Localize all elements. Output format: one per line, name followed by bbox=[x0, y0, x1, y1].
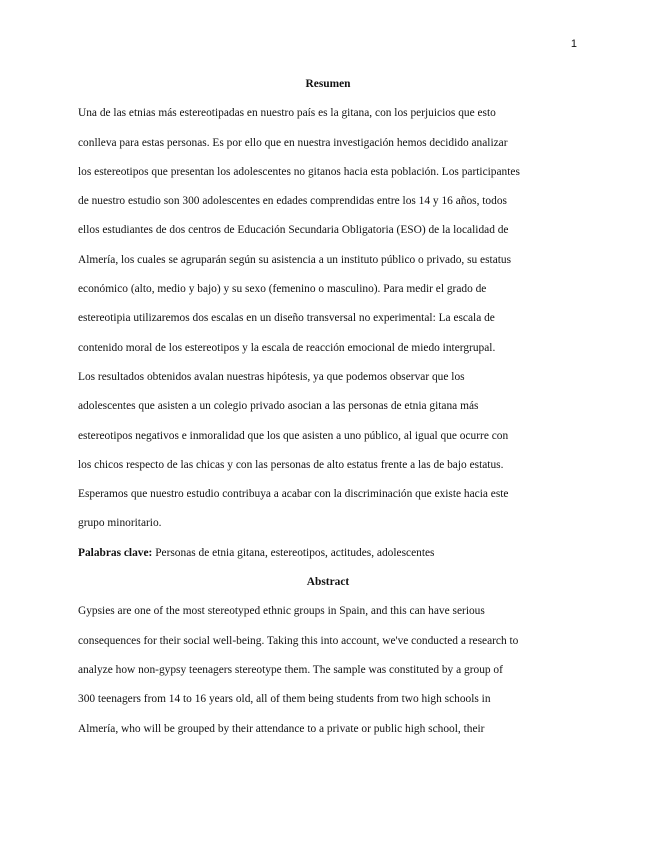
text-line: los estereotipos que presentan los adolescentes no gitanos hacia esta población. Los participantes bbox=[78, 165, 520, 178]
page-number: 1 bbox=[570, 38, 577, 50]
text-line: Gypsies are one of the most stereotyped ethnic groups in Spain, and this can have serious bbox=[78, 605, 485, 618]
text-line: contenido moral de los estereotipos y la escala de reacción emocional de miedo intergrupal. bbox=[78, 341, 496, 354]
text-line: 300 teenagers from 14 to 16 years old, all of them being students from two high schools in bbox=[78, 693, 491, 706]
text-line: Almería, los cuales se agruparán según su asistencia a un instituto público o privado, su estatus bbox=[78, 253, 512, 266]
text-line: conlleva para estas personas. Es por ello que en nuestra investigación hemos decidido analizar bbox=[78, 136, 508, 149]
text-line: consequences for their social well-being. Taking this into account, we've conducted a research to bbox=[78, 634, 519, 647]
text-line: de nuestro estudio son 300 adolescentes en edades comprendidas entre los 14 y 16 años, todos bbox=[78, 195, 507, 208]
text-line: Almería, who will be grouped by their attendance to a private or public high school, their bbox=[78, 722, 485, 735]
resumen-heading: Resumen bbox=[305, 78, 351, 90]
keywords-line bbox=[78, 543, 578, 572]
text-line: estereotipia utilizaremos dos escalas en un diseño transversal no experimental: La escala de bbox=[78, 312, 495, 325]
text-line: ellos estudiantes de dos centros de Educación Secundaria Obligatoria (ESO) de la localidad de bbox=[78, 224, 509, 237]
text-line: Esperamos que nuestro estudio contribuya a acabar con la discriminación que existe hacia este bbox=[78, 488, 509, 501]
keywords-text: Personas de etnia gitana, estereotipos, actitudes, adolescentes bbox=[152, 546, 435, 559]
text-line: estereotipos negativos e inmoralidad que los que asisten a uno público, al igual que ocurre con bbox=[78, 429, 509, 442]
resumen-paragraph bbox=[78, 103, 578, 542]
text-line: económico (alto, medio y bajo) y su sexo (femenino o masculino). Para medir el grado de bbox=[78, 283, 487, 296]
abstract-heading: Abstract bbox=[306, 576, 350, 589]
text-line: Una de las etnias más estereotipadas en nuestro país es la gitana, con los perjuicios que esto bbox=[78, 107, 496, 120]
abstract-paragraph bbox=[78, 601, 578, 747]
text-line: adolescentes que asisten a un colegio privado asocian a las personas de etnia gitana más bbox=[78, 400, 479, 413]
text-line: los chicos respecto de las chicas y con las personas de alto estatus frente a las de bajo estatus. bbox=[78, 458, 504, 471]
text-line: grupo minoritario. bbox=[78, 517, 162, 530]
keywords-label: Palabras clave: bbox=[78, 546, 153, 559]
text-line: Los resultados obtenidos avalan nuestras hipótesis, ya que podemos observar que los bbox=[78, 370, 465, 383]
document-body bbox=[78, 74, 578, 748]
text-line: analyze how non-gypsy teenagers stereotype them. The sample was constituted by a group of bbox=[78, 663, 503, 676]
